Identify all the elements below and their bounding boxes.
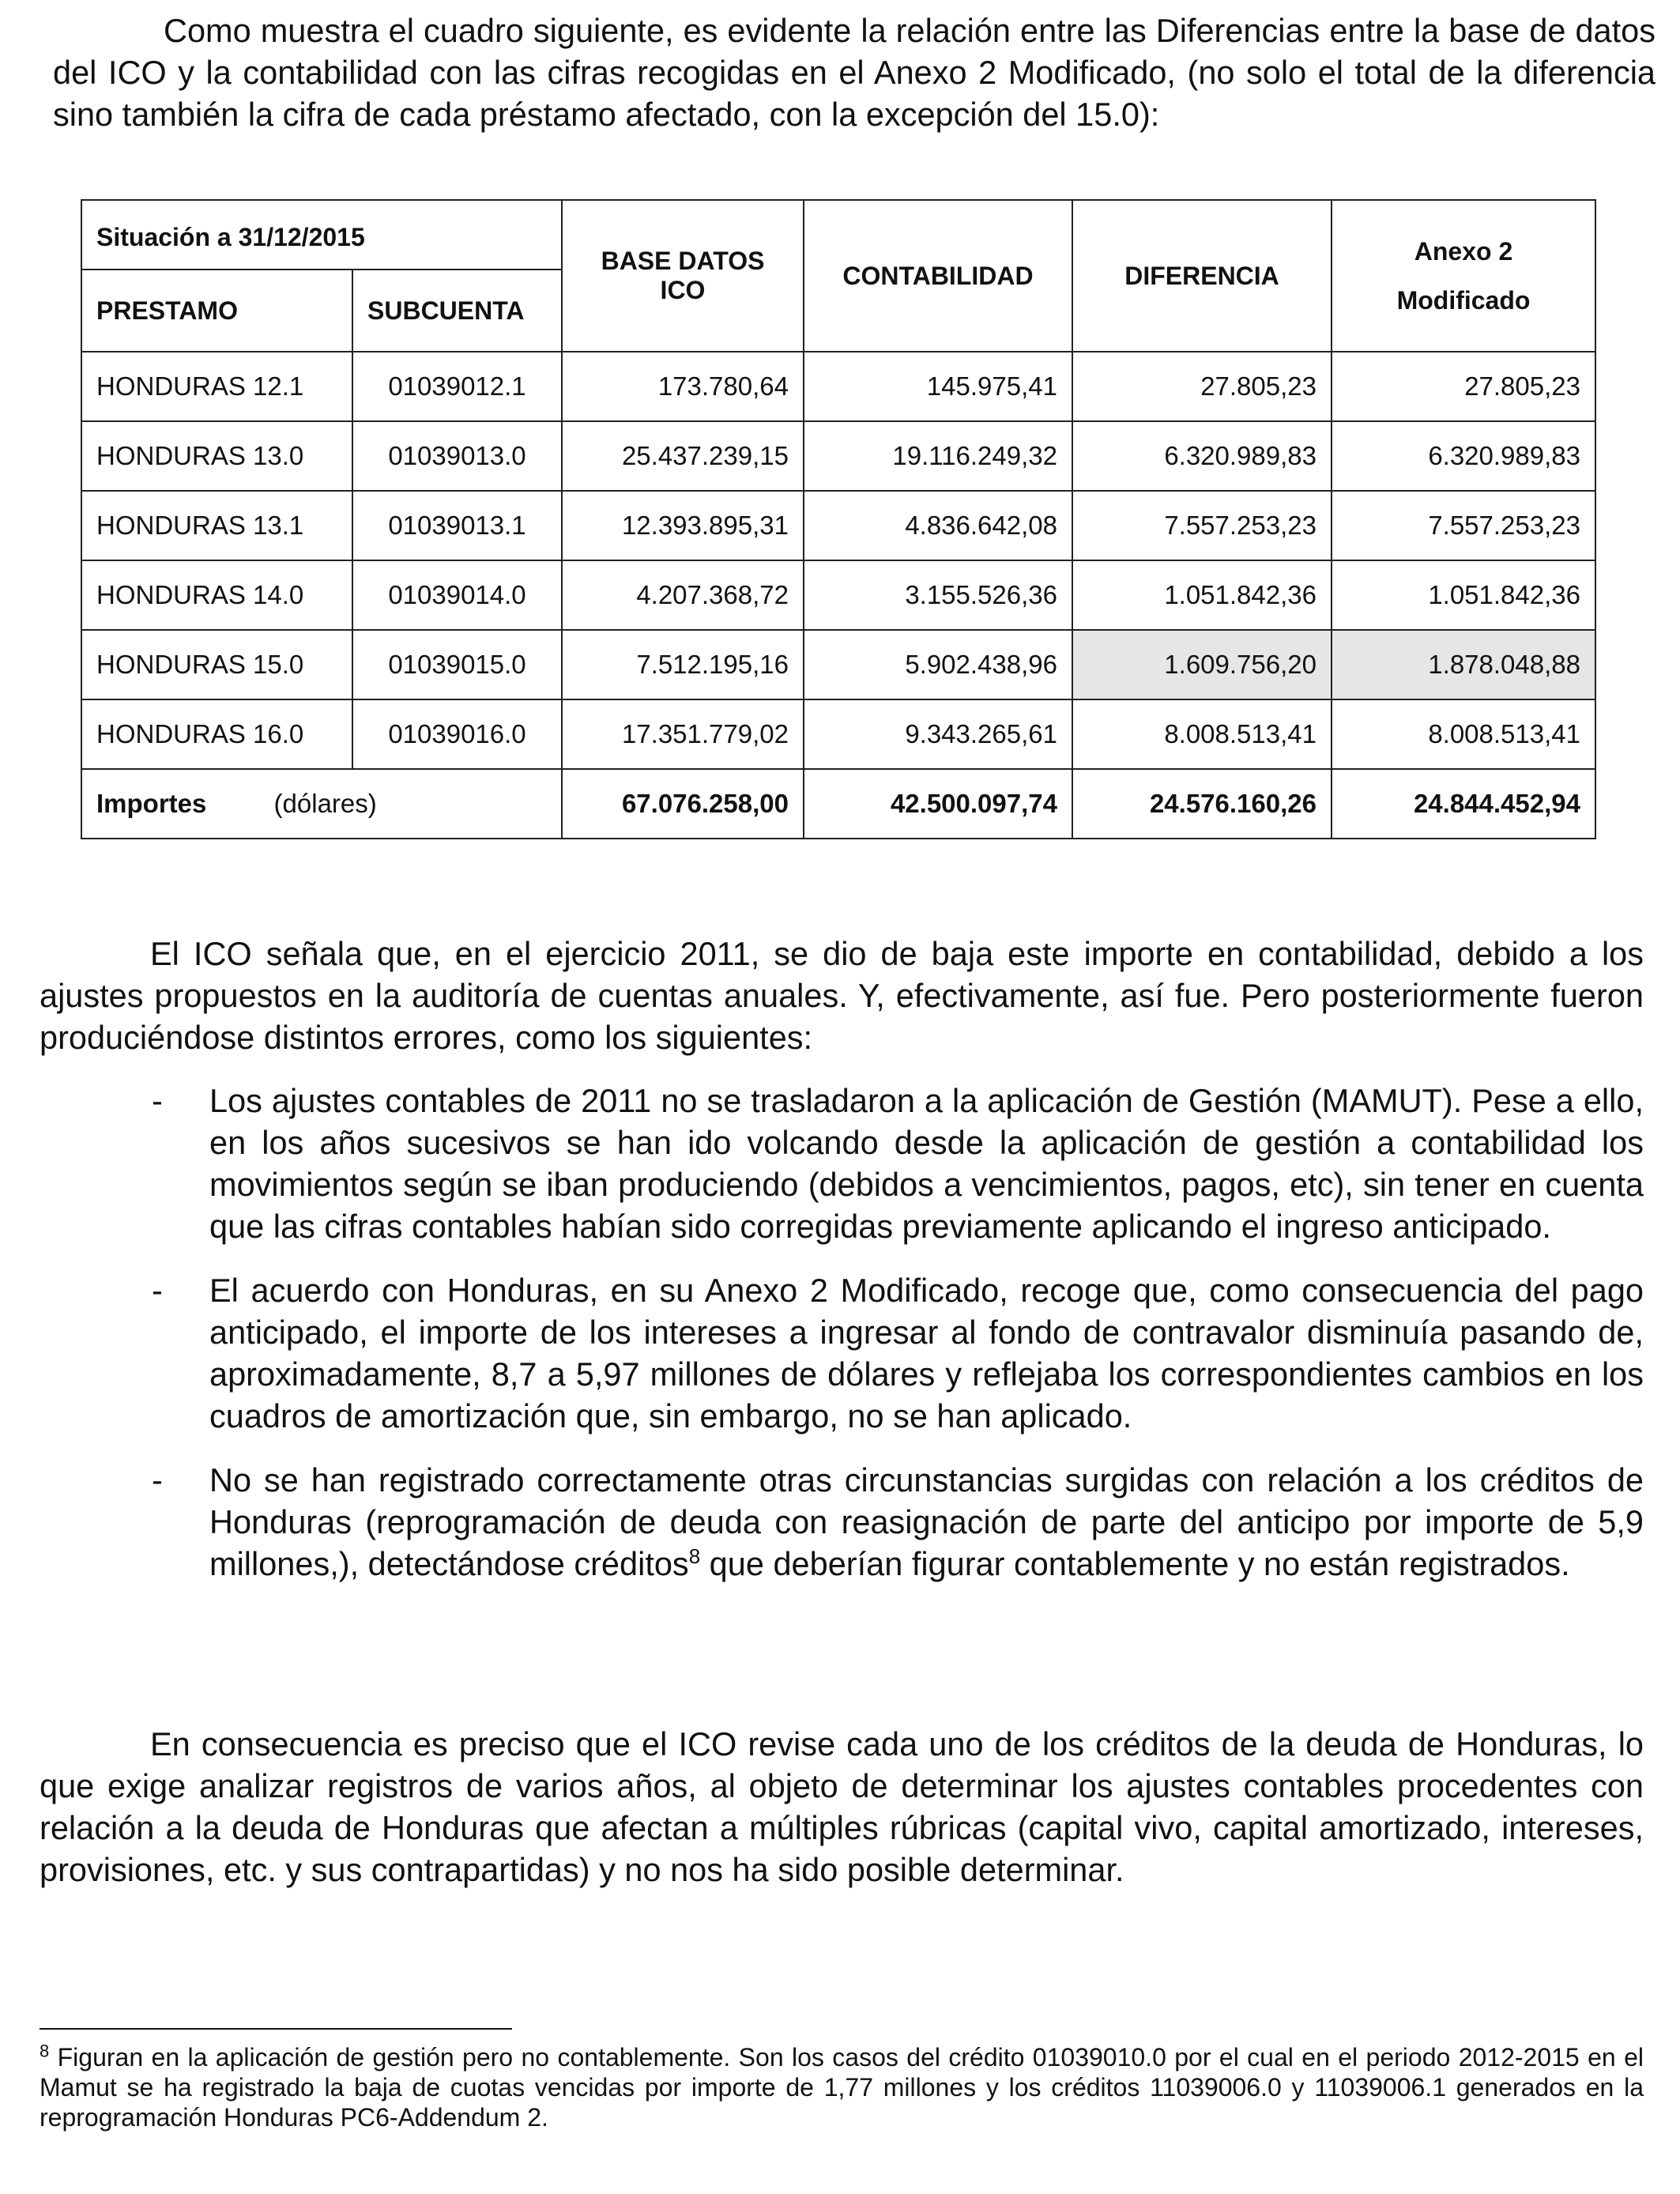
footnote: [40, 2042, 1644, 2132]
diferencia-header: DIFERENCIA: [1072, 200, 1332, 352]
footnote-reference[interactable]: 8: [688, 1544, 701, 1569]
total-label-cell: [81, 769, 562, 839]
prestamo-cell: HONDURAS 16.0: [81, 699, 352, 769]
contabilidad-cell: 145.975,41: [804, 352, 1072, 421]
table-row: [81, 560, 1595, 630]
paragraph-ico-senala: El ICO señala que, en el ejercicio 2011, se dio de baja este importe en contabilidad, debido a los ajustes propuestos en la auditoría de cuentas anuales. Y, efectivamente, así fue. Pero posteriormente fueron produciéndose distintos errores, como los siguientes:: [40, 935, 1644, 1056]
paragraph-consecuencia: En consecuencia es preciso que el ICO revise cada uno de los créditos de la deuda de Honduras, lo que exige analizar registros de varios años, al objeto de determinar los ajustes contables procedentes con relación a la deuda de Honduras que afectan a múltiples rúbricas (capital vivo, capital amortizado, intereses, provisiones, etc. y sus contrapartidas) y no nos ha sido posible determinar.: [40, 1725, 1644, 1888]
subcuenta-cell: 01039012.1: [352, 352, 562, 421]
total-base: 67.076.258,00: [562, 769, 804, 839]
diferencia-cell: 8.008.513,41: [1072, 699, 1332, 769]
base-cell: 173.780,64: [562, 352, 804, 421]
anexo-cell-highlighted: 1.878.048,88: [1332, 630, 1595, 699]
total-diferencia: 24.576.160,26: [1072, 769, 1332, 839]
subcuenta-cell: 01039013.1: [352, 491, 562, 560]
base-cell: 7.512.195,16: [562, 630, 804, 699]
contabilidad-header: CONTABILIDAD: [804, 200, 1072, 352]
footnote-mark: 8: [40, 2041, 50, 2061]
anexo-cell: 7.557.253,23: [1332, 491, 1595, 560]
base-cell: 25.437.239,15: [562, 421, 804, 491]
list-item-text: El acuerdo con Honduras, en su Anexo 2 Modificado, recoge que, como consecuencia del pago anticipado, el importe de los intereses a ingresar al fondo de contravalor disminuía pasando de, aproximadamente, 8,7 a 5,97 millones de dólares y reflejaba los correspondientes cambios en los cuadros de amortización que, sin embargo, no se han aplicado.: [209, 1272, 1644, 1434]
table-row: [81, 352, 1595, 421]
table-row: [81, 630, 1595, 699]
prestamo-cell: HONDURAS 13.0: [81, 421, 352, 491]
subcuenta-cell: 01039015.0: [352, 630, 562, 699]
total-anexo: 24.844.452,94: [1332, 769, 1595, 839]
diferencia-cell: 6.320.989,83: [1072, 421, 1332, 491]
list-item: [40, 1080, 1644, 1247]
prestamo-cell: HONDURAS 12.1: [81, 352, 352, 421]
table-row: [81, 421, 1595, 491]
diferencia-cell: 27.805,23: [1072, 352, 1332, 421]
list-dash: -: [152, 1461, 163, 1498]
table-row: [81, 491, 1595, 560]
prestamo-cell: HONDURAS 13.1: [81, 491, 352, 560]
anexo-cell: 6.320.989,83: [1332, 421, 1595, 491]
prestamo-cell: HONDURAS 15.0: [81, 630, 352, 699]
list-item: [40, 1269, 1644, 1437]
anexo-header: Anexo 2 Modificado: [1332, 200, 1595, 352]
anexo-cell: 27.805,23: [1332, 352, 1595, 421]
anexo-cell: 8.008.513,41: [1332, 699, 1595, 769]
subcuenta-cell: 01039013.0: [352, 421, 562, 491]
diferencia-cell: 7.557.253,23: [1072, 491, 1332, 560]
contabilidad-cell: 5.902.438,96: [804, 630, 1072, 699]
list-item-text: No se han registrado correctamente otras circunstancias surgidas con relación a los créditos de Honduras (reprogramación de deuda con reasignación de parte del anticipo por importe de 5,9 millones,), detectándose créditos: [209, 1461, 1644, 1582]
list-item: [40, 1459, 1644, 1585]
total-unit: (dólares): [273, 789, 377, 818]
prestamo-cell: HONDURAS 14.0: [81, 560, 352, 630]
base-cell: 12.393.895,31: [562, 491, 804, 560]
list-item-text-end: que deberían figurar contablemente y no están registrados.: [700, 1545, 1570, 1582]
base-datos-header: BASE DATOS ICO: [562, 200, 804, 352]
error-list: [40, 1080, 1644, 1607]
table-row: [81, 699, 1595, 769]
subcuenta-header: SUBCUENTA: [352, 270, 562, 352]
total-row: [81, 769, 1595, 839]
contabilidad-cell: 19.116.249,32: [804, 421, 1072, 491]
contabilidad-cell: 9.343.265,61: [804, 699, 1072, 769]
prestamo-header: PRESTAMO: [81, 270, 352, 352]
situacion-header: Situación a 31/12/2015: [81, 200, 562, 270]
base-cell: 17.351.779,02: [562, 699, 804, 769]
contabilidad-cell: 3.155.526,36: [804, 560, 1072, 630]
total-label: Importes: [96, 789, 207, 818]
subcuenta-cell: 01039016.0: [352, 699, 562, 769]
total-contabilidad: 42.500.097,74: [804, 769, 1072, 839]
diferencia-cell: 1.051.842,36: [1072, 560, 1332, 630]
contabilidad-cell: 4.836.642,08: [804, 491, 1072, 560]
diferencia-cell-highlighted: 1.609.756,20: [1072, 630, 1332, 699]
footnote-separator: [40, 2028, 512, 2030]
list-item-text: Los ajustes contables de 2011 no se trasladaron a la aplicación de Gestión (MAMUT). Pese a ello, en los años sucesivos se han ido volcando desde la aplicación de gestión a contabilidad los movimientos según se iban produciendo (debidos a vencimientos, pagos, etc), sin tener en cuenta que las cifras contables habían sido corregidas previamente aplicando el ingreso anticipado.: [209, 1082, 1644, 1245]
anexo-cell: 1.051.842,36: [1332, 560, 1595, 630]
base-cell: 4.207.368,72: [562, 560, 804, 630]
footnote-text: Figuran en la aplicación de gestión pero no contablemente. Son los casos del crédito 01039010.0 por el cual en el periodo 2012-2015 en el Mamut se ha registrado la baja de cuotas vencidas por importe de 1,77 millones y los créditos 11039006.0 y 11039006.1 generados en la reprogramación Honduras PC6-Addendum 2.: [40, 2043, 1644, 2132]
list-dash: -: [152, 1082, 163, 1119]
list-dash: -: [152, 1272, 163, 1309]
loans-table: [81, 199, 1596, 839]
intro-paragraph: Como muestra el cuadro siguiente, es evidente la relación entre las Diferencias entre la base de datos del ICO y la contabilidad con las cifras recogidas en el Anexo 2 Modificado, (no solo el total de la diferencia sino también la cifra de cada préstamo afectado, con la excepción del 15.0):: [53, 12, 1656, 133]
subcuenta-cell: 01039014.0: [352, 560, 562, 630]
